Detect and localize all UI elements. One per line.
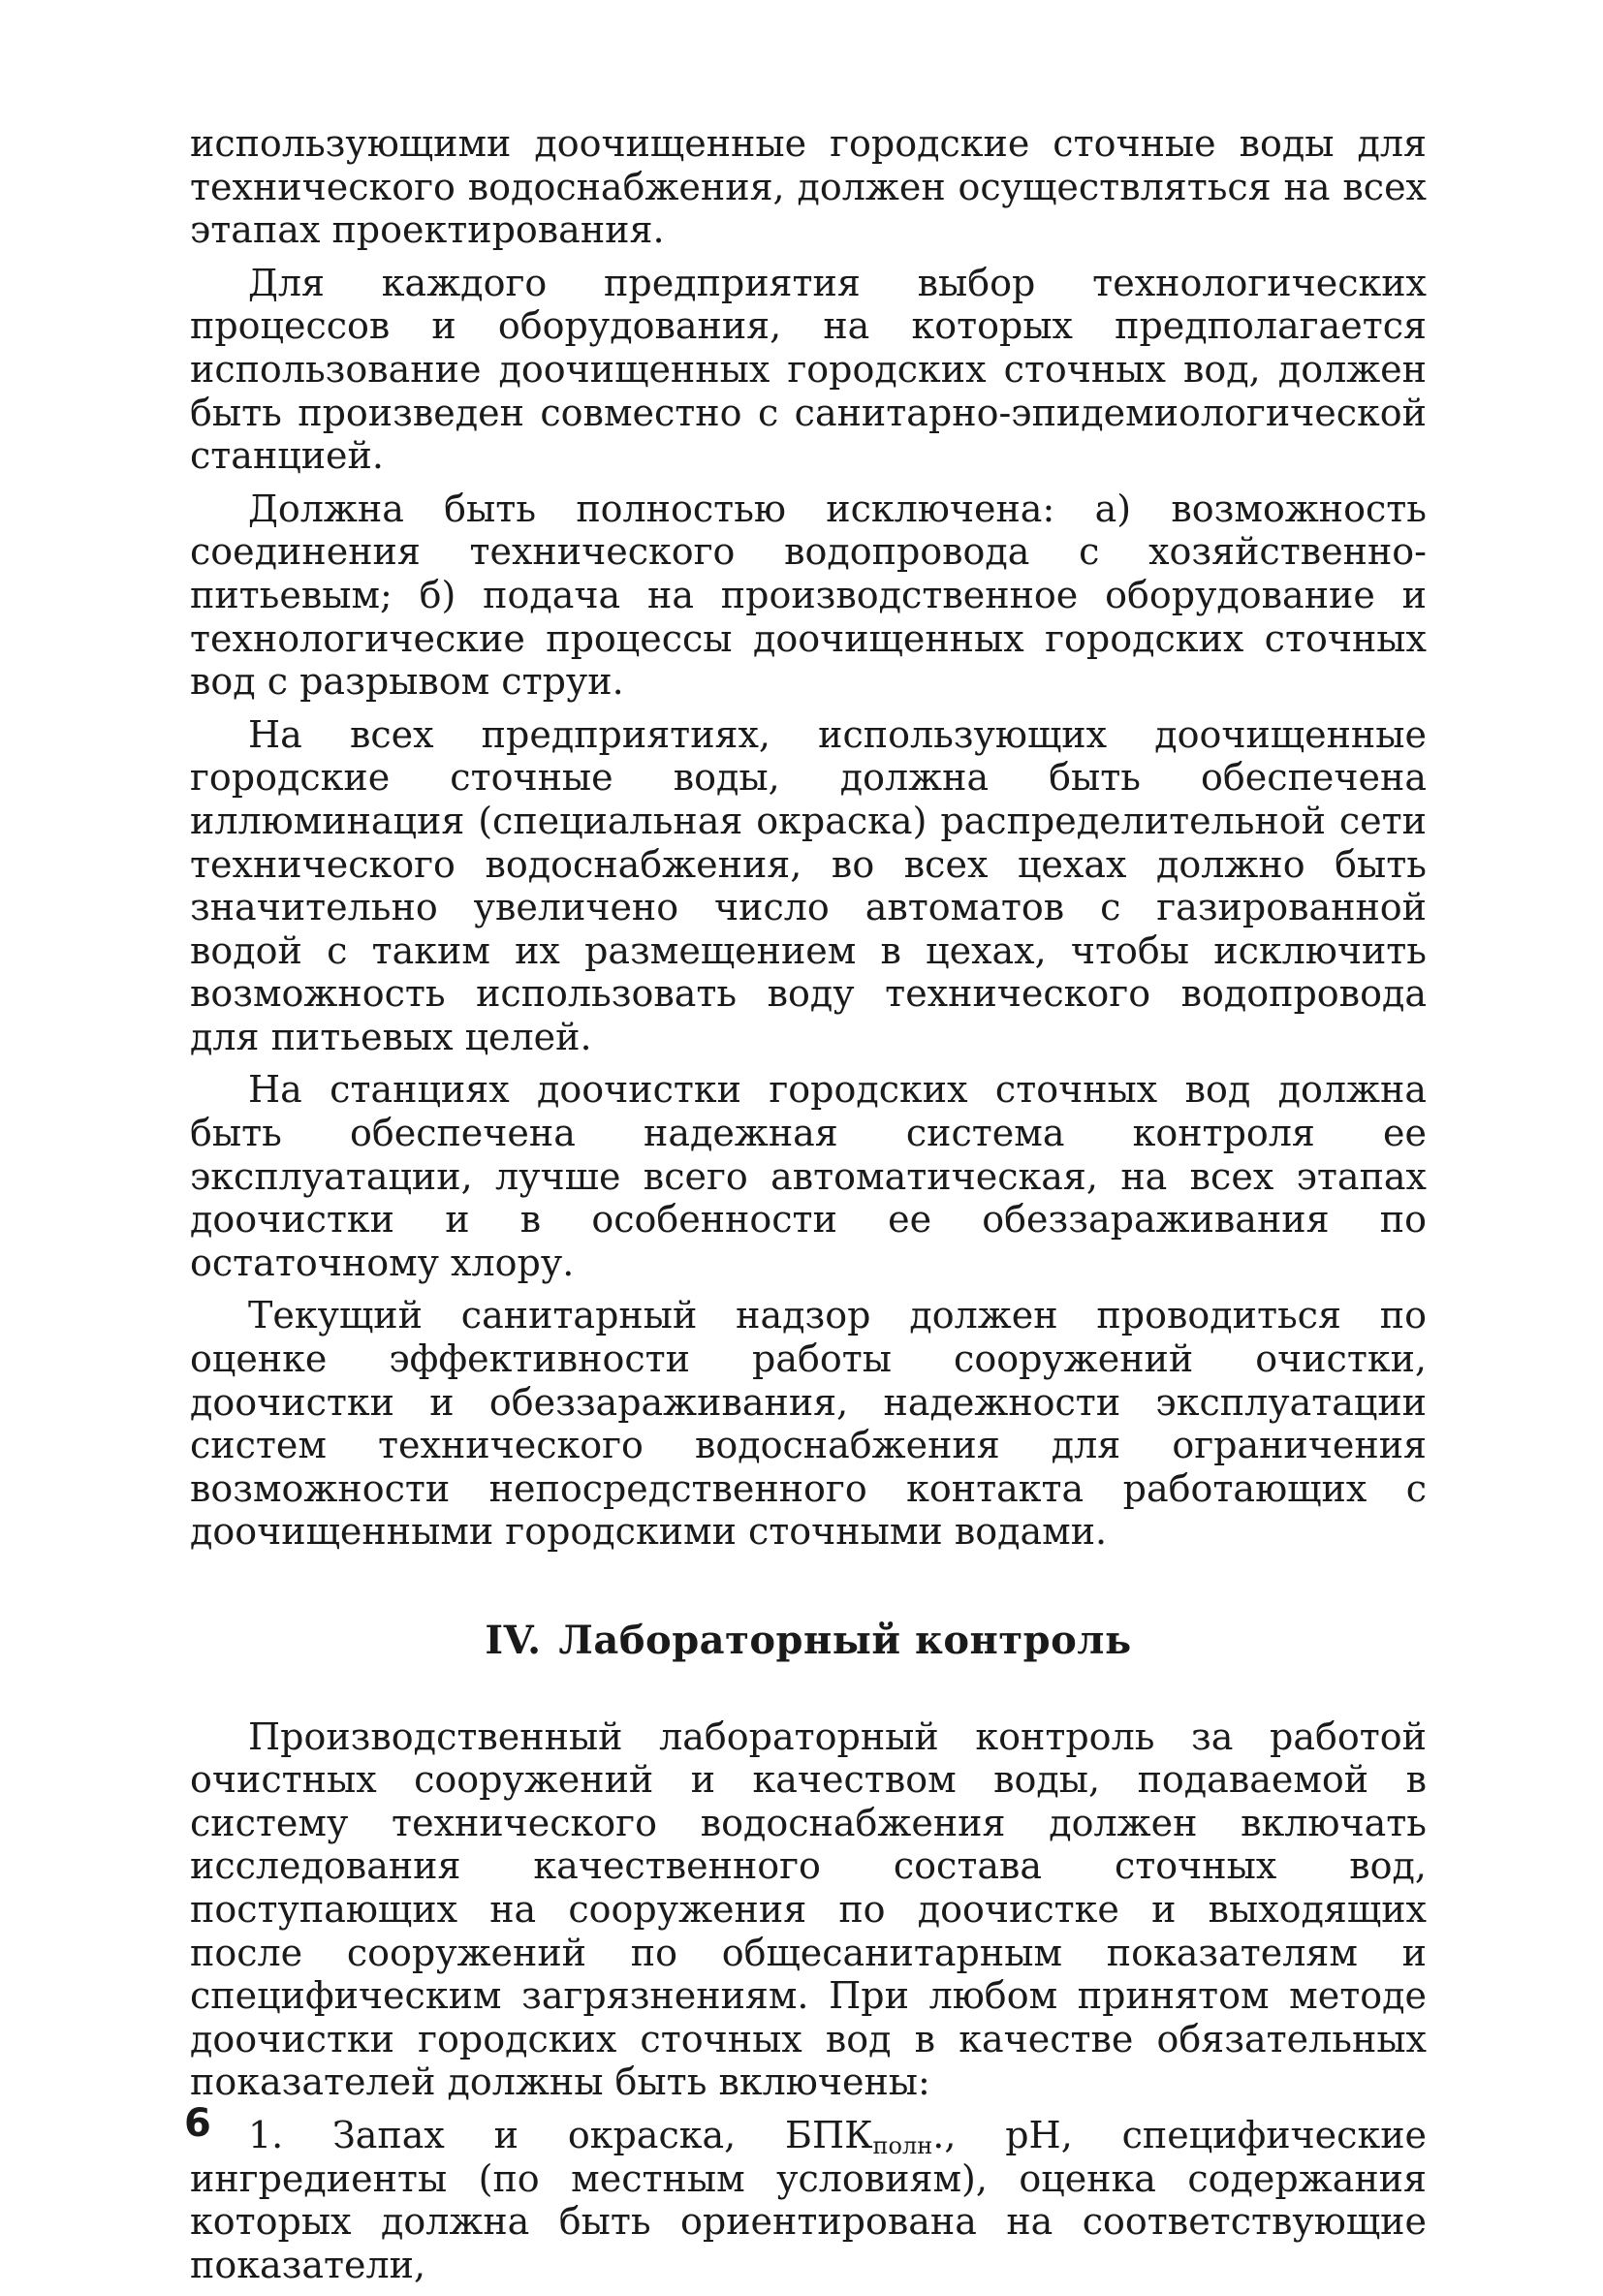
bod-subscript: полн: [872, 2131, 933, 2159]
list-item-tail: ., pH, специфические ингредиенты (по местным условиям), оценка содержания которых должна быть ориентирована на соответствующие показатели,: [190, 2113, 1428, 2286]
section-paragraph-1: Производственный лабораторный контроль за работой очистных сооружений и качеством воды, подаваемой в систему технического водоснабжения должен включать исследования качественного состава сточных вод, поступающих на сооружения по доочистке и выходящих после сооружений по общесанитарным показателям и специфическим загрязнениям. При любом принятом методе доочистки городских сточных вод в качестве обязательных показателей должны быть включены:: [190, 1714, 1427, 2104]
paragraph-3: Должна быть полностью исключена: а) возможность соединения технического водопровода с хозяйственно-питьевым; б) подача на производственное оборудование и технологические процессы доочищенных городских сточных вод с разрывом струи.: [190, 487, 1427, 704]
section-title: Лабораторный контроль: [558, 1618, 1132, 1663]
section-heading: [190, 1620, 1427, 1663]
paragraph-1: использующими доочищенные городские сточные воды для технического водоснабжения, должен осуществляться на всех этапах проектирования.: [190, 122, 1427, 252]
paragraph-6: Текущий санитарный надзор должен проводиться по оценке эффективности работы сооружений очистки, доочистки и обеззараживания, надежности эксплуатации систем технического водоснабжения для ограничения возможности непосредственного контакта работающих с доочищенными городскими сточными водами.: [190, 1294, 1427, 1554]
list-item-1: [190, 2114, 1427, 2286]
paragraph-4: На всех предприятиях, использующих доочищенные городские сточные воды, должна быть обеспечена иллюминация (специальная окраска) распределительной сети технического водоснабжения, во всех цехах должно быть значительно увеличено число автоматов с газированной водой с таким их размещением в цехах, чтобы исключить возможность использовать воду технического водопровода для питьевых целей.: [190, 712, 1427, 1058]
paragraph-5: На станциях доочистки городских сточных вод должна быть обеспечена надежная система контроля ее эксплуатации, лучше всего автоматическая, на всех этапах доочистки и в особенности ее обеззараживания по остаточному хлору.: [190, 1068, 1427, 1284]
page-number: 6: [184, 2101, 211, 2146]
paragraph-2: Для каждого предприятия выбор технологических процессов и оборудования, на которых предполагается использование доочищенных городских сточных вод, должен быть произведен совместно с санитарно-эпидемиологической станцией.: [190, 261, 1427, 478]
page-body: [190, 122, 1427, 2296]
section-number: IV.: [485, 1618, 542, 1663]
list-item-lead: 1. Запах и окраска, БПК: [248, 2113, 873, 2156]
